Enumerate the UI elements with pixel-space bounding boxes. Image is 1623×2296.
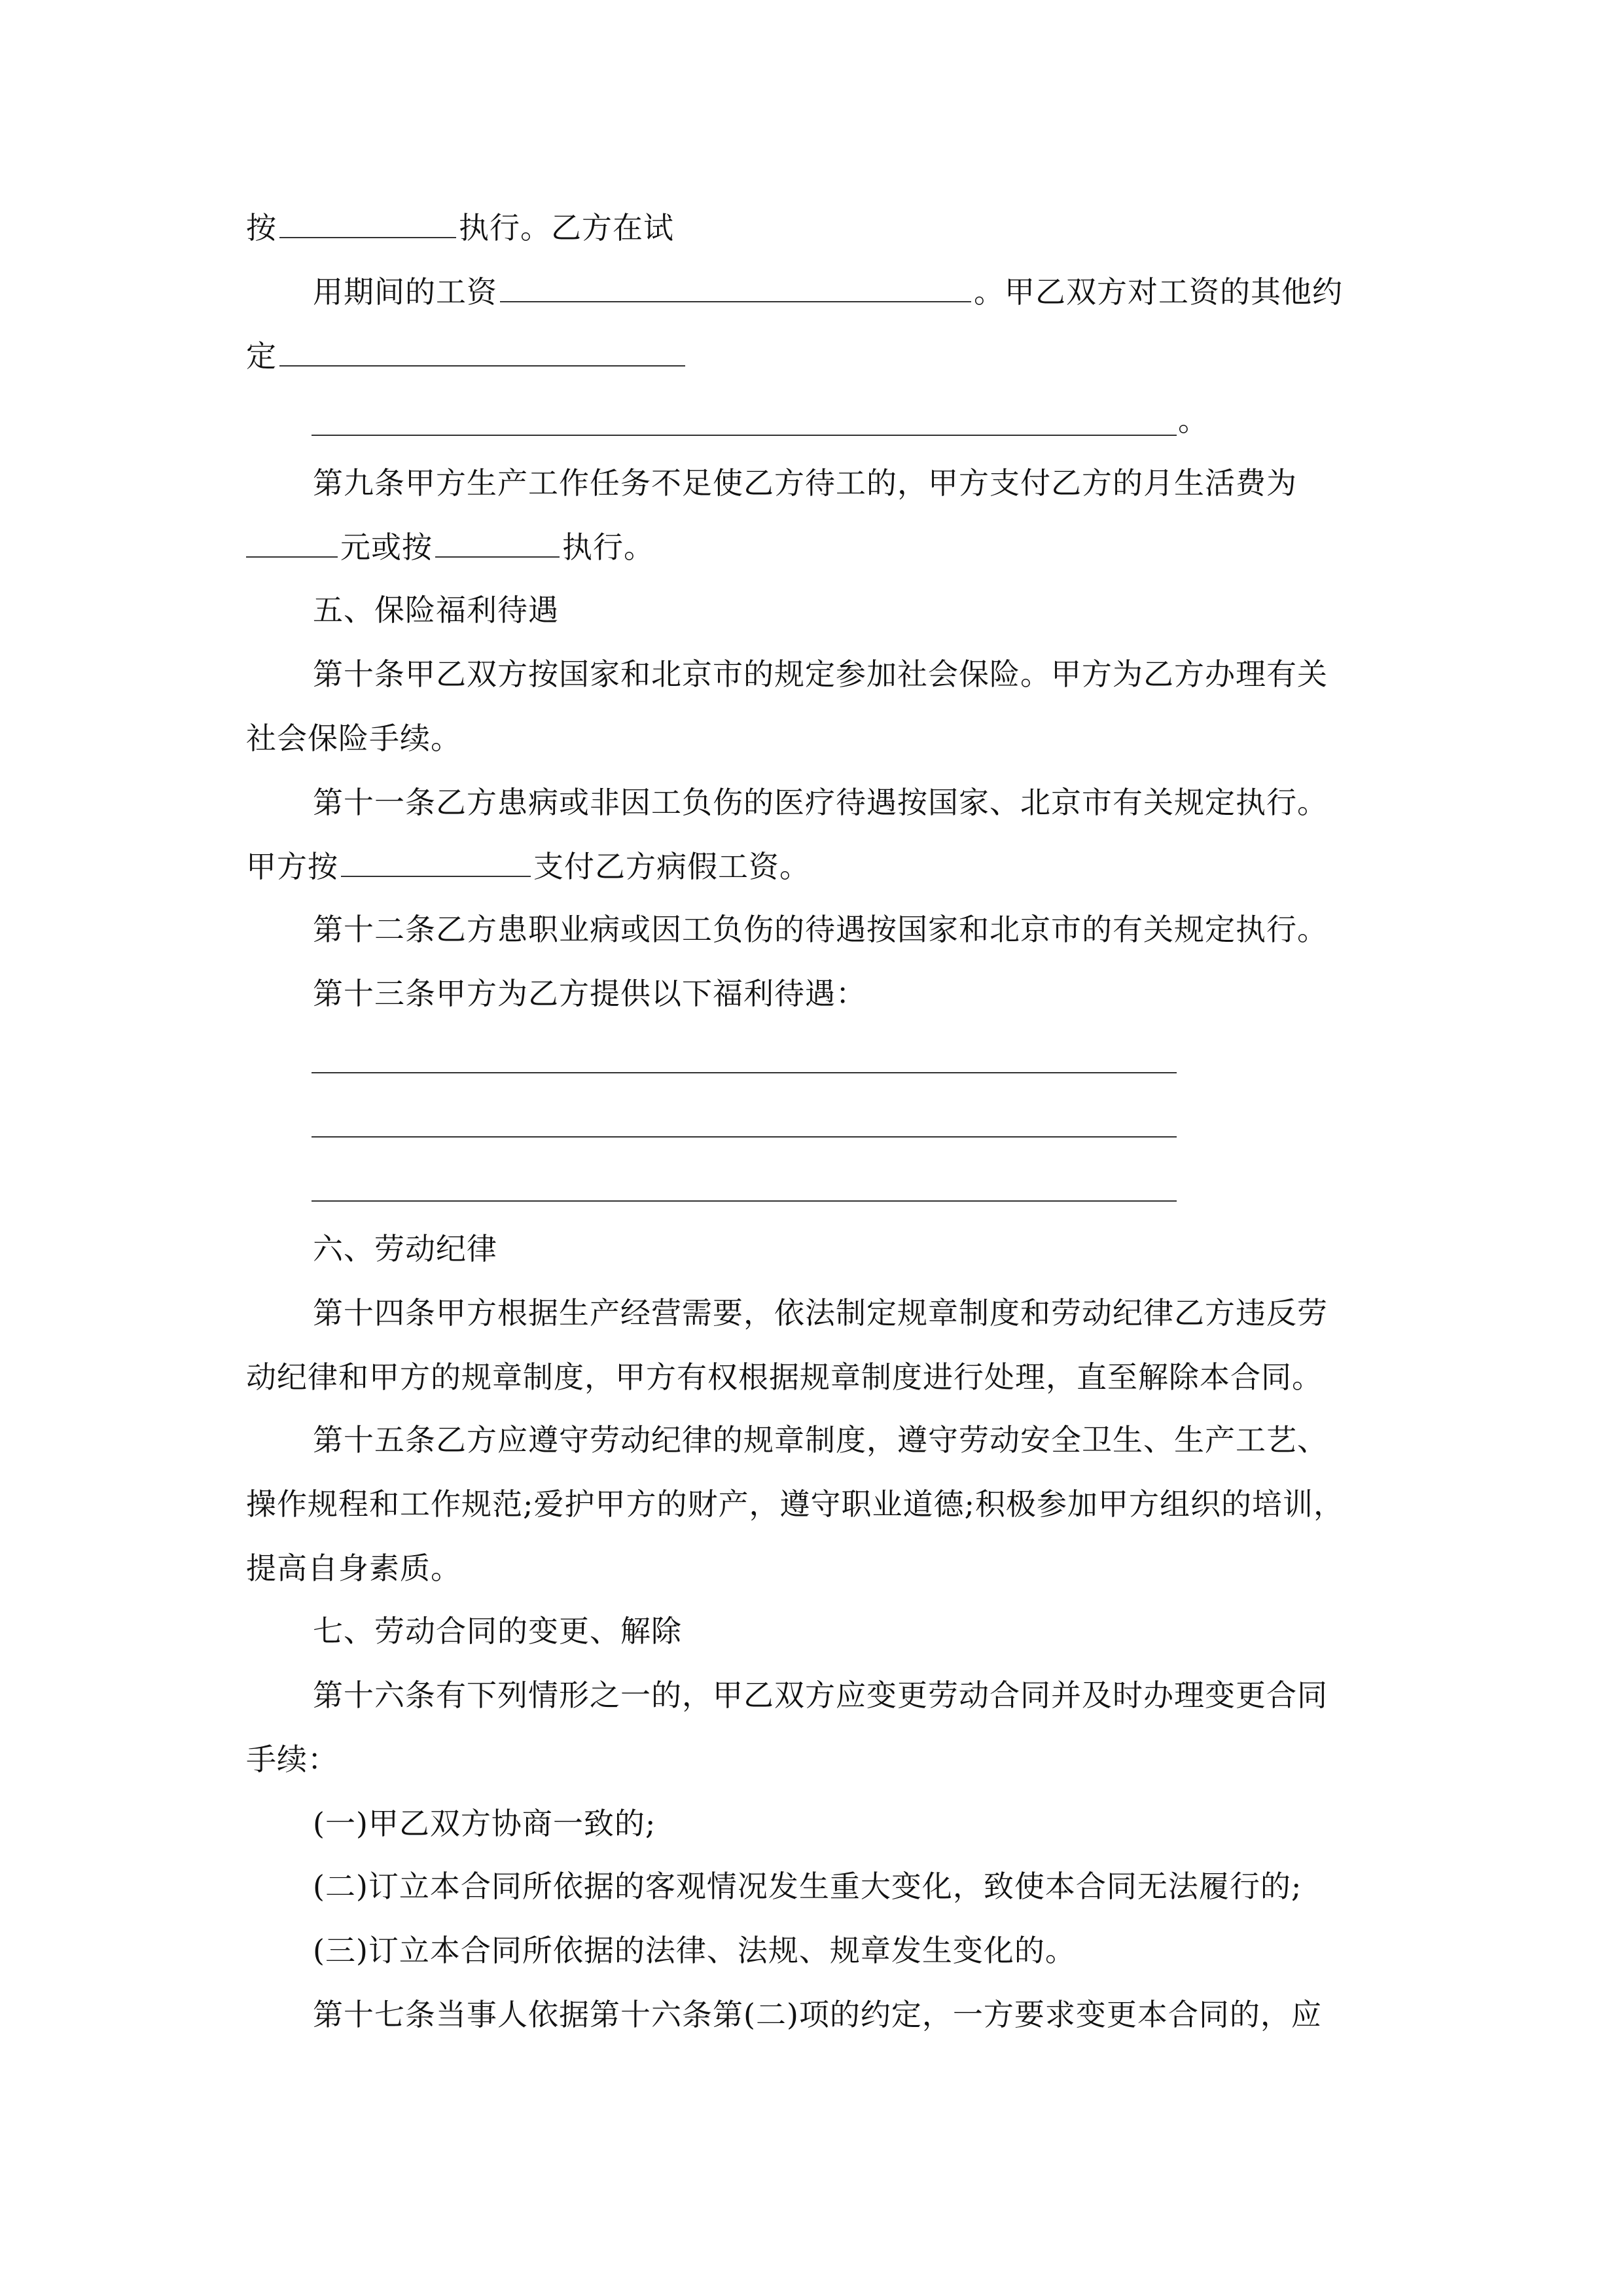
article-16-line1: 第十六条有下列情形之一的，甲乙双方应变更劳动合同并及时办理变更合同	[313, 1677, 1328, 1713]
blank-field[interactable]	[279, 211, 456, 238]
article-14-line1: 第十四条甲方根据生产经营需要，依法制定规章制度和劳动纪律乙方违反劳	[313, 1295, 1328, 1331]
line-period: 。	[1178, 403, 1209, 438]
article-9-line2	[246, 528, 654, 567]
blank-field[interactable]	[500, 275, 971, 302]
text-yuan-or: 元或按	[340, 529, 433, 565]
article-15-line2: 操作规程和工作规范;爱护甲方的财产，遵守职业道德;积极参加甲方组织的培训，	[246, 1486, 1344, 1522]
article-16-line2: 手续：	[246, 1742, 338, 1777]
blank-field[interactable]	[341, 850, 531, 877]
line-trial-wage	[313, 272, 1343, 312]
article-12: 第十二条乙方患职业病或因工负伤的待遇按国家和北京市的有关规定执行。	[313, 912, 1328, 947]
article-11-line2	[246, 847, 810, 886]
text-execute-trial: 执行。乙方在试	[459, 210, 674, 245]
text-trial-wage: 用期间的工资	[313, 274, 497, 310]
line-agreed	[246, 336, 688, 376]
text-an: 按	[246, 210, 277, 245]
article-15-line3: 提高自身素质。	[246, 1551, 461, 1586]
section-5-heading: 五、保险福利待遇	[313, 592, 559, 628]
blank-field[interactable]	[246, 530, 338, 558]
list-item: (一)甲乙双方协商一致的;	[313, 1806, 656, 1841]
article-14-line2: 动纪律和甲方的规章制度，甲方有权根据规章制度进行处理，直至解除本合同。	[246, 1359, 1323, 1395]
blank-field[interactable]	[279, 339, 685, 367]
section-7-heading: 七、劳动合同的变更、解除	[313, 1613, 682, 1649]
article-10-line1: 第十条甲乙双方按国家和北京市的规定参加社会保险。甲方为乙方办理有关	[313, 656, 1328, 692]
blank-line[interactable]	[312, 1200, 1177, 1202]
text-sick-pay: 支付乙方病假工资。	[533, 849, 810, 884]
blank-line[interactable]	[312, 435, 1177, 436]
section-6-heading: 六、劳动纪律	[313, 1231, 497, 1266]
text-execute: 执行。	[562, 529, 654, 565]
article-9-line1: 第九条甲方生产工作任务不足使乙方待工的，甲方支付乙方的月生活费为	[313, 465, 1297, 501]
article-17-line1: 第十七条当事人依据第十六条第(二)项的约定，一方要求变更本合同的，应	[313, 1997, 1322, 2032]
list-item: (二)订立本合同所依据的客观情况发生重大变化，致使本合同无法履行的;	[313, 1869, 1302, 1904]
text-other-wage: 。甲乙双方对工资的其他约	[974, 274, 1343, 310]
list-item: (三)订立本合同所依据的法律、法规、规章发生变化的。	[313, 1933, 1076, 1968]
blank-field[interactable]	[435, 530, 560, 558]
article-11-line1: 第十一条乙方患病或非因工负伤的医疗待遇按国家、北京市有关规定执行。	[313, 785, 1328, 820]
blank-line[interactable]	[312, 1136, 1177, 1138]
text-party-a-by: 甲方按	[246, 849, 338, 884]
blank-line[interactable]	[312, 1072, 1177, 1073]
article-10-line2: 社会保险手续。	[246, 721, 461, 756]
line-wage-execute	[246, 208, 674, 247]
article-15-line1: 第十五条乙方应遵守劳动纪律的规章制度，遵守劳动安全卫生、生产工艺、	[313, 1422, 1328, 1458]
text-ding: 定	[246, 338, 277, 374]
article-13: 第十三条甲方为乙方提供以下福利待遇：	[313, 976, 866, 1011]
